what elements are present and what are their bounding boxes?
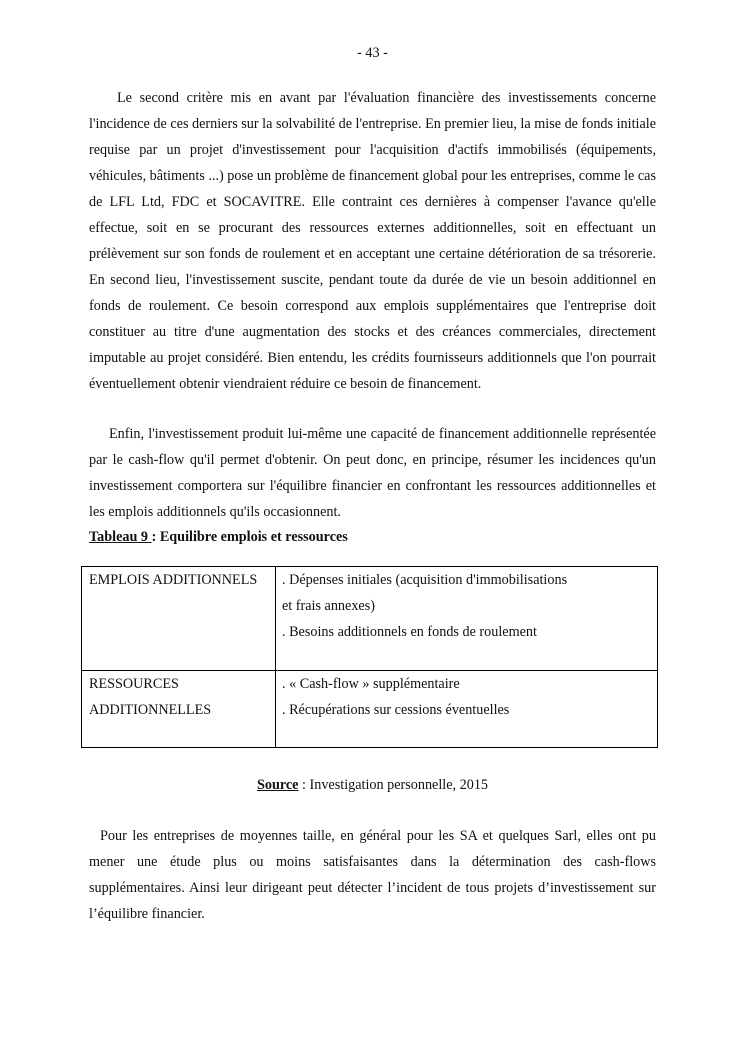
table-row-emplois (82, 567, 658, 671)
paragraph-cash-flow: Enfin, l'investissement produit lui-même une capacité de financement additionnelle représentée par le cash-flow qu'il permet d'obtenir. On peut donc, en principe, résumer les incidences qu'un investissement comportera sur l'équilibre financier en confrontant les ressources additionnelles et les emplois additionnels qu'ils occasionnent. (89, 426, 656, 520)
table-item: . Dépenses initiales (acquisition d'immobilisations (282, 572, 568, 588)
source-note (0, 773, 745, 797)
row-items-ressources (276, 671, 658, 748)
table-caption-label: Tableau 9 (89, 529, 152, 545)
row-header-line: ADDITIONNELLES (89, 702, 212, 718)
page-number: - 43 - (357, 45, 388, 61)
table-item: . « Cash-flow » supplémentaire (282, 676, 460, 692)
row-header-line: EMPLOIS ADDITIONNELS (89, 572, 258, 588)
paragraph-solvency: Le second critère mis en avant par l'évaluation financière des investissements concerne l'incidence de ces derniers sur la solvabilité de l'entreprise. En premier lieu, la mise de fonds initiale requise par un projet d'investissement pour l'acquisition d'actifs immobilisés (équipements, véhicules, bâtiments ...) pose un problème de financement global pour les entreprises, comme le cas de LFL Ltd, FDC et SOCAVITRE. Elle contraint ces dernières à compenser l'avance qu'elle effectue, soit en se procurant des ressources externes additionnelles, soit en effectuant un prélèvement sur son fonds de roulement et en acceptant une certaine détérioration de sa trésorerie. En second lieu, l'investissement suscite, pendant toute da durée de vie un besoin additionnel en fonds de roulement. Ce besoin correspond aux emplois supplémentaires que l'entreprise doit constituer au titre d'une augmentation des stocks et des créances commerciales, directement imputable au projet considéré. Bien entendu, les crédits fournisseurs additionnels que l'on pourrait éventuellement obtenir viendraient réduire ce besoin de financement. (89, 90, 656, 392)
table-caption-title: : Equilibre emplois et ressources (151, 529, 348, 545)
source-label: Source (256, 777, 299, 793)
table-item: . Besoins additionnels en fonds de roulement (282, 624, 537, 640)
table-item: et frais annexes) (282, 598, 375, 614)
row-header-line: RESSOURCES (89, 676, 179, 692)
source-text: : Investigation personnelle, 2015 (298, 777, 489, 793)
table-row-ressources (82, 671, 658, 748)
equilibrium-table (81, 566, 658, 748)
table-item: . Récupérations sur cessions éventuelles (282, 702, 510, 718)
paragraph-conclusion: Pour les entreprises de moyennes taille, en général pour les SA et quelques Sarl, elles ont pu mener une étude plus ou moins satisfaisantes dans la détermination des cash-flows supplémentaires. Ainsi leur dirigeant peut détecter l’incident de tous projets d’investissement sur l’équilibre financier. (89, 828, 656, 922)
row-header-emplois (82, 567, 276, 671)
row-header-ressources (82, 671, 276, 748)
row-items-emplois (276, 567, 658, 671)
table-caption (89, 525, 348, 549)
